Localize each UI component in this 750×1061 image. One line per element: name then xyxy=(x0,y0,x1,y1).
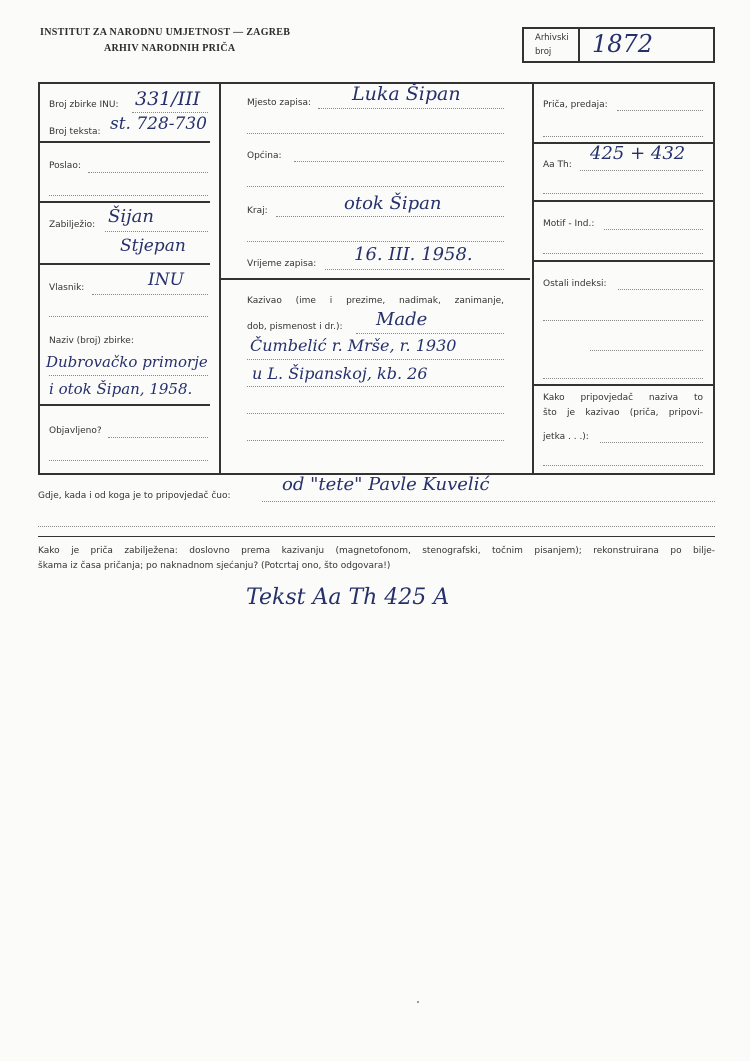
narrator-value-3: u L. Šipanskoj, kb. 26 xyxy=(252,364,428,383)
recorded-by-rule xyxy=(40,263,210,265)
sent-by-line-2 xyxy=(49,195,208,196)
story-type-line-2 xyxy=(543,136,703,137)
aath-line-2 xyxy=(543,193,703,194)
narrator-line-1 xyxy=(356,333,504,334)
sent-by-line xyxy=(88,172,208,173)
narrator-value-2: Čumbelić r. Mrše, r. 1930 xyxy=(250,336,457,355)
owner-line xyxy=(92,294,208,295)
narrator-term-line-2 xyxy=(543,465,703,466)
other-indexes-label: Ostali indeksi: xyxy=(543,279,607,289)
archive-number-label-1: Arhivski xyxy=(535,33,569,43)
story-type-label: Priča, predaja: xyxy=(543,100,608,110)
collection-number-label: Broj zbirke INU: xyxy=(49,100,119,110)
motif-index-line-2 xyxy=(543,253,703,254)
archive-box-divider xyxy=(578,27,580,63)
region-label: Kraj: xyxy=(247,206,268,216)
heard-from-line xyxy=(262,501,715,502)
collection-number-value: 331/III xyxy=(135,88,201,110)
municipality-label: Općina: xyxy=(247,151,282,161)
heard-from-value: od "tete" Pavle Kuvelić xyxy=(282,474,490,495)
narrator-value-1: Made xyxy=(376,309,428,330)
other-indexes-line-3 xyxy=(590,350,703,351)
recording-place-line xyxy=(318,108,504,109)
region-line xyxy=(276,216,504,217)
heard-from-line-2 xyxy=(38,526,715,527)
collection-name-value-1: Dubrovačko primorje xyxy=(46,353,208,371)
section-rule xyxy=(38,536,715,537)
published-line xyxy=(108,437,208,438)
owner-value: INU xyxy=(148,270,184,290)
other-indexes-line-4 xyxy=(543,378,703,379)
published-line-2 xyxy=(49,460,208,461)
text-number-value: st. 728-730 xyxy=(110,114,208,134)
recording-place-value: Luka Šipan xyxy=(352,83,461,105)
collection-name-value-2: i otok Šipan, 1958. xyxy=(49,380,193,398)
motif-index-rule xyxy=(534,260,713,262)
narrator-term-label-3: jetka . . .): xyxy=(543,432,589,442)
other-indexes-line-2 xyxy=(543,320,703,321)
narrator-line-5 xyxy=(247,440,504,441)
municipality-line-2 xyxy=(247,186,504,187)
recording-method-text-1: Kako je priča zabilježena: doslovno prema kazivanju (magnetofonom, stenografski, točnim pisanjem); rekonstruirana po bilje- xyxy=(38,546,715,556)
paper-speck xyxy=(417,1001,419,1003)
narrator-label-2: dob, pismenost i dr.): xyxy=(247,322,343,332)
recording-time-line xyxy=(325,269,504,270)
recording-time-rule xyxy=(221,278,530,280)
collection-name-line xyxy=(49,375,208,376)
recording-time-label: Vrijeme zapisa: xyxy=(247,259,317,269)
narrator-label-1: Kazivao (ime i prezime, nadimak, zanimanje, xyxy=(247,296,504,306)
narrator-line-4 xyxy=(247,413,504,414)
narrator-term-line xyxy=(600,442,703,443)
story-type-line xyxy=(617,110,703,111)
aath-label: Aa Th: xyxy=(543,160,572,170)
region-line-2 xyxy=(247,241,504,242)
collection-name-rule xyxy=(40,404,210,406)
collection-number-line xyxy=(132,112,208,113)
column-divider-right xyxy=(532,82,534,475)
text-number-label: Broj teksta: xyxy=(49,127,101,137)
archive-title: ARHIV NARODNIH PRIČA xyxy=(104,43,236,54)
archive-number-value: 1872 xyxy=(592,30,654,58)
narrator-term-label-1: Kako pripovjedač naziva to xyxy=(543,393,703,403)
sent-by-rule xyxy=(40,201,210,203)
recording-place-label: Mjesto zapisa: xyxy=(247,98,312,108)
narrator-term-label-2: što je kazivao (priča, pripovi- xyxy=(543,408,703,418)
region-value: otok Šipan xyxy=(344,193,442,214)
narrator-line-3 xyxy=(247,386,504,387)
sent-by-label: Poslao: xyxy=(49,161,81,171)
recorded-by-name: Stjepan xyxy=(120,236,186,256)
other-indexes-line xyxy=(618,289,703,290)
handwritten-note: Tekst Aa Th 425 A xyxy=(246,585,450,610)
other-indexes-rule xyxy=(534,384,713,386)
archive-number-label-2: broj xyxy=(535,47,552,57)
recording-method-text-2: škama iz časa pričanja; po naknadnom sjećanju? (Potcrtaj ono, što odgovara!) xyxy=(38,561,391,571)
recording-time-value: 16. III. 1958. xyxy=(354,244,473,265)
recorded-by-line xyxy=(105,231,208,232)
aath-rule xyxy=(534,200,713,202)
owner-label: Vlasnik: xyxy=(49,283,85,293)
published-label: Objavljeno? xyxy=(49,426,102,436)
aath-value: 425 + 432 xyxy=(590,143,686,164)
owner-line-2 xyxy=(49,316,208,317)
narrator-line-2 xyxy=(247,359,504,360)
heard-from-label: Gdje, kada i od koga je to pripovjedač čuo: xyxy=(38,491,231,501)
recording-place-line-2 xyxy=(247,133,504,134)
municipality-line xyxy=(294,161,504,162)
motif-index-line xyxy=(604,229,703,230)
collection-name-label: Naziv (broj) zbirke: xyxy=(49,336,134,346)
motif-index-label: Motif - Ind.: xyxy=(543,219,595,229)
recorded-by-label: Zabilježio: xyxy=(49,220,96,230)
institute-title: INSTITUT ZA NARODNU UMJETNOST — ZAGREB xyxy=(40,27,291,38)
recorded-by-surname: Šijan xyxy=(108,206,154,227)
aath-line xyxy=(580,170,703,171)
text-number-rule xyxy=(40,141,210,143)
